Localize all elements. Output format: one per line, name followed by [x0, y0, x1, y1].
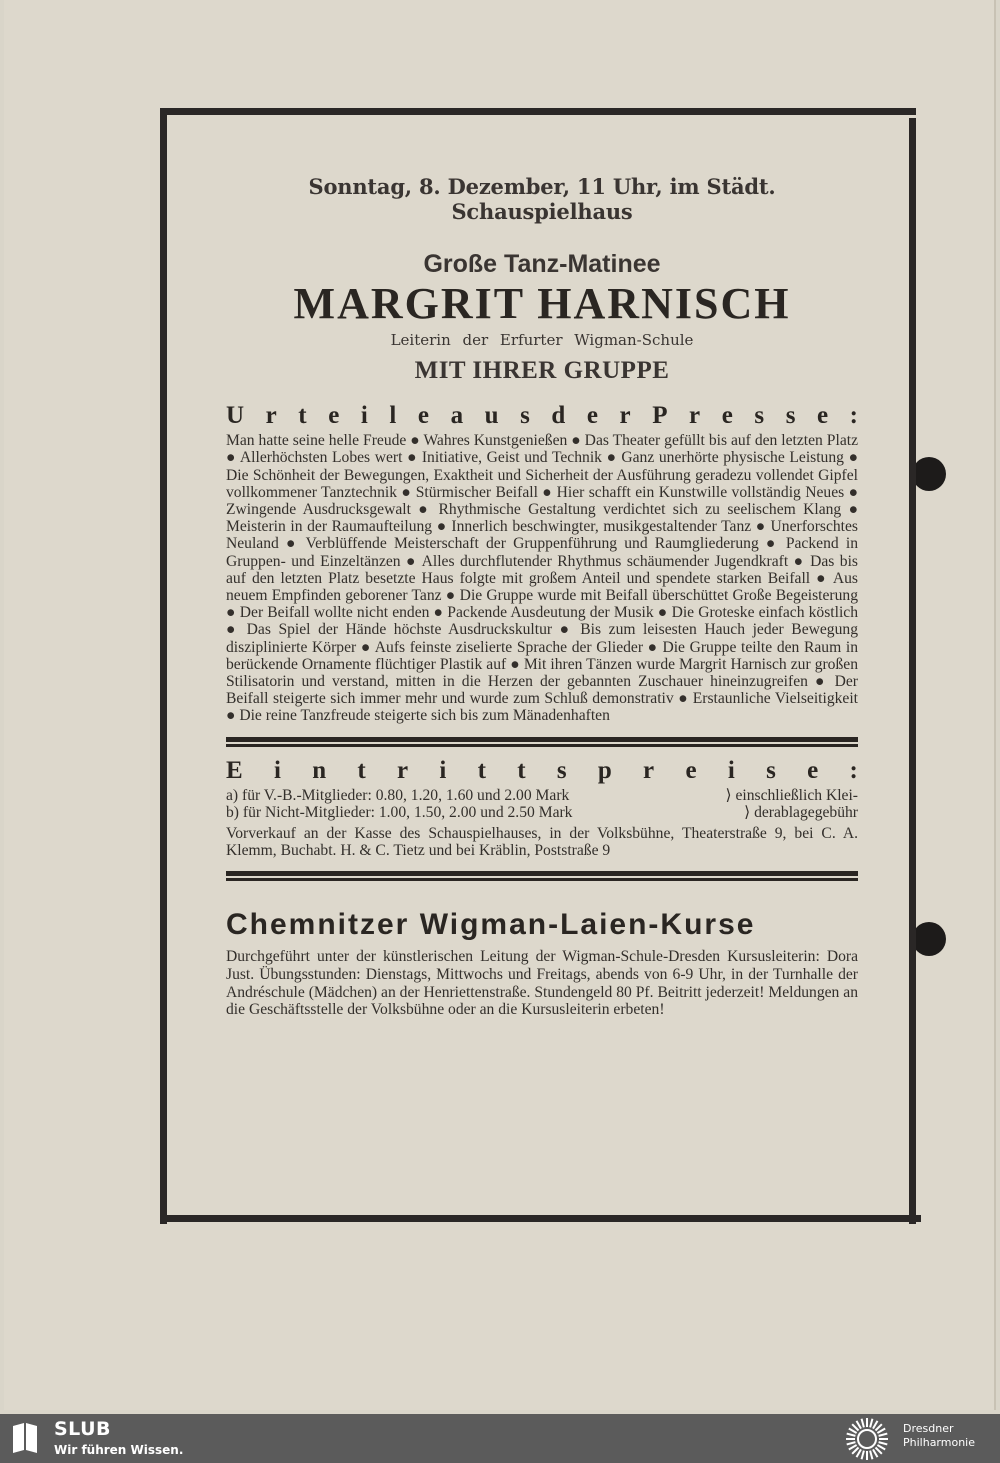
price-note-line2: ⟩ derablagegebühr — [744, 803, 858, 821]
heading-letter: t — [477, 756, 486, 784]
artist-subtitle: Leiterin der Erfurter Wigman-Schule — [390, 331, 694, 350]
logo-ray — [877, 1429, 885, 1434]
heading-letter: r — [643, 756, 655, 784]
heading-letter: i — [360, 402, 368, 430]
logo-ray — [852, 1424, 858, 1430]
heading-letter: r — [265, 402, 277, 430]
logo-ray — [857, 1449, 862, 1457]
heading-letter: e — [586, 402, 598, 430]
price-note-text1: einschließlich Klei- — [735, 786, 858, 804]
heading-letter: t — [298, 402, 307, 430]
press-heading — [226, 403, 858, 428]
heading-letter: i — [439, 756, 447, 784]
heading-letter: U — [226, 402, 245, 430]
price-note-line1: ⟩ einschließlich Klei- — [725, 786, 858, 804]
heading-letter: i — [727, 756, 735, 784]
heading-letter: E — [226, 756, 243, 784]
price-row-nonmembers — [226, 804, 858, 821]
logo-ray — [857, 1421, 862, 1429]
event-type: Große Tanz-Matinee — [423, 250, 661, 278]
heading-letter: r — [397, 756, 409, 784]
frame-border-right — [909, 118, 916, 1224]
heading-letter: t — [517, 756, 526, 784]
logo-ray — [862, 1419, 864, 1428]
logo-ray — [849, 1445, 857, 1450]
heading-letter: s — [754, 402, 765, 430]
punch-hole-upper — [912, 457, 946, 491]
slub-book-icon — [10, 1420, 40, 1454]
logo-ray — [873, 1421, 878, 1429]
partner-name — [903, 1422, 975, 1450]
heading-letter: r — [619, 402, 631, 430]
logo-ray — [847, 1434, 856, 1436]
group-line: MIT IHRER GRUPPE — [414, 357, 670, 385]
price-note-text2: derablagegebühr — [754, 803, 858, 821]
heading-letter: : — [849, 756, 858, 784]
heading-letter: s — [556, 756, 567, 784]
heading-letter: a — [450, 402, 464, 430]
logo-ray — [879, 1434, 888, 1436]
slub-logo-text: SLUB — [54, 1418, 112, 1440]
heading-letter: : — [849, 402, 858, 430]
partner-name-line2: Philharmonie — [903, 1436, 975, 1449]
artist-name: MARGRIT HARNISCH — [293, 279, 791, 328]
slub-claim: Wir führen Wissen. — [54, 1443, 184, 1457]
heading-letter: e — [721, 402, 733, 430]
logo-ray — [862, 1451, 864, 1460]
heading-letter: n — [312, 756, 327, 784]
heading-letter: t — [357, 756, 366, 784]
heading-letter: P — [652, 402, 668, 430]
price-list — [226, 787, 858, 821]
presale-info: Vorverkauf an der Kasse des Schauspielhauses, in der Volksbühne, Theaterstraße 9, bei C. A. Klemm, Buchabt. H. & C. Tietz und bei Kräblin, Poststraße 9 — [226, 825, 858, 860]
heading-letter: e — [417, 402, 429, 430]
punch-hole-lower — [912, 922, 946, 956]
heading-letter: e — [328, 402, 340, 430]
logo-ray — [875, 1447, 881, 1453]
logo-ray — [877, 1445, 885, 1450]
logo-ray — [849, 1429, 857, 1434]
document-sheet — [4, 0, 996, 1410]
heading-letter: e — [685, 756, 697, 784]
philharmonie-logo-icon — [840, 1416, 894, 1462]
heading-letter: d — [551, 402, 566, 430]
logo-ray — [875, 1424, 881, 1430]
courses-title: Chemnitzer Wigman-Laien-Kurse — [226, 908, 756, 942]
archive-footer — [0, 1414, 1000, 1463]
logo-ray — [873, 1449, 878, 1457]
logo-ray — [879, 1442, 888, 1444]
press-quotes: Man hatte seine helle Freude ● Wahres Kunstgenießen ● Das Theater gefüllt bis auf den letzten Platz ● Allerhöchsten Lobes wert ● Initiative, Geist und Technik ● Ganz unerhörte physische Leistung ● Die Schönheit der Bewegungen, Exaktheit und Sicherheit der Ausführung geradezu vollendet Gipfel vollkommener Tanztechnik ● Stürmischer Beifall ● Hier schafft ein Kunstwille vollständig Neues ● Zwingende Ausdrucksgewalt ● Rhythmische Gestaltung verdichtet sich zu seelischem Klang ● Meisterin in der Raumaufteilung ● Innerlich beschwingter, musikgestaltender Tanz ● Unerforschtes Neuland ● Verblüffende Meisterschaft der Gruppenführung und Raumgliederung ● Packend in Gruppen- und Einzeltänzen ● Alles durchflutender Rhythmus schäumender Jugendkraft ● Das bis auf den letzten Platz besetzte Haus folgte mit großem Anteil und spendete starken Beifall ● Aus neuem Empfinden geborener Tanz ● Die Gruppe wurde mit Beifall überschüttet Große Begeisterung ● Der Beifall wollte nicht enden ● Packende Ausdeutung der Musik ● Die Groteske einfach köstlich ● Das Spiel der Hände höchste Ausdruckskultur ● Bis zum leisesten Hauch jeder Bewegung disziplinierte Körper ● Aufs feinste ziselierte Sprache der Glieder ● Die Gruppe teilte den Raum in berückende Ornamente flüchtiger Plastik auf ● Mit ihren Tänzen wurde Margrit Harnisch zur großen Stilisatorin und verstand, mitten in die Herzen der gebannten Zuschauer hineinzugreifen ● Der Beifall steigerte sich immer mehr und wurde zum Schluß demonstrativ ● Erstaunliche Vielseitigkeit ● Die reine Tanzfreude steigerte sich bis zum Mänadenhaften — [226, 432, 858, 725]
prices-heading — [226, 758, 858, 783]
price-nonmembers: b) für Nicht-Mitglieder: 1.00, 1.50, 2.00 und 2.50 Mark — [226, 803, 573, 821]
heading-letter: l — [389, 402, 397, 430]
program-content — [226, 168, 858, 1019]
heading-letter: i — [273, 756, 281, 784]
divider-rule-2 — [226, 871, 858, 878]
logo-ray — [847, 1442, 856, 1444]
logo-ray — [870, 1451, 872, 1460]
event-date-line: Sonntag, 8. Dezember, 11 Uhr, im Städt. Schauspielhaus — [308, 174, 776, 224]
heading-letter: s — [766, 756, 776, 784]
heading-letter: r — [689, 402, 701, 430]
heading-letter: u — [484, 402, 499, 430]
heading-letter: s — [520, 402, 530, 430]
partner-name-line1: Dresdner — [903, 1422, 954, 1435]
heading-letter: e — [816, 402, 829, 430]
logo-ray — [852, 1447, 858, 1453]
frame-border-top — [160, 108, 916, 115]
courses-text: Durchgeführt unter der künstlerischen Leitung der Wigman-Schule-Dresden Kursusleiterin: Dora Just. Übungsstunden: Dienstags, Mittwochs und Freitags, abends von 6-9 Uhr, in der Turnhalle der Andréschule (Mädchen) an der Henriettenstraße. Stundengeld 80 Pf. Beitritt jederzeit! Meldungen an die Geschäftsstelle der Volksbühne oder an die Kursusleiterin erbeten! — [226, 948, 858, 1019]
frame-border-left — [160, 108, 167, 1224]
logo-ray — [870, 1419, 872, 1428]
heading-letter: s — [785, 402, 796, 430]
heading-letter: e — [807, 756, 819, 784]
heading-letter: p — [597, 756, 612, 784]
price-members: a) für V.-B.-Mitglieder: 0.80, 1.20, 1.60 und 2.00 Mark — [226, 786, 570, 804]
divider-rule — [226, 737, 858, 744]
price-row-members — [226, 787, 858, 804]
frame-border-bottom — [164, 1215, 921, 1222]
